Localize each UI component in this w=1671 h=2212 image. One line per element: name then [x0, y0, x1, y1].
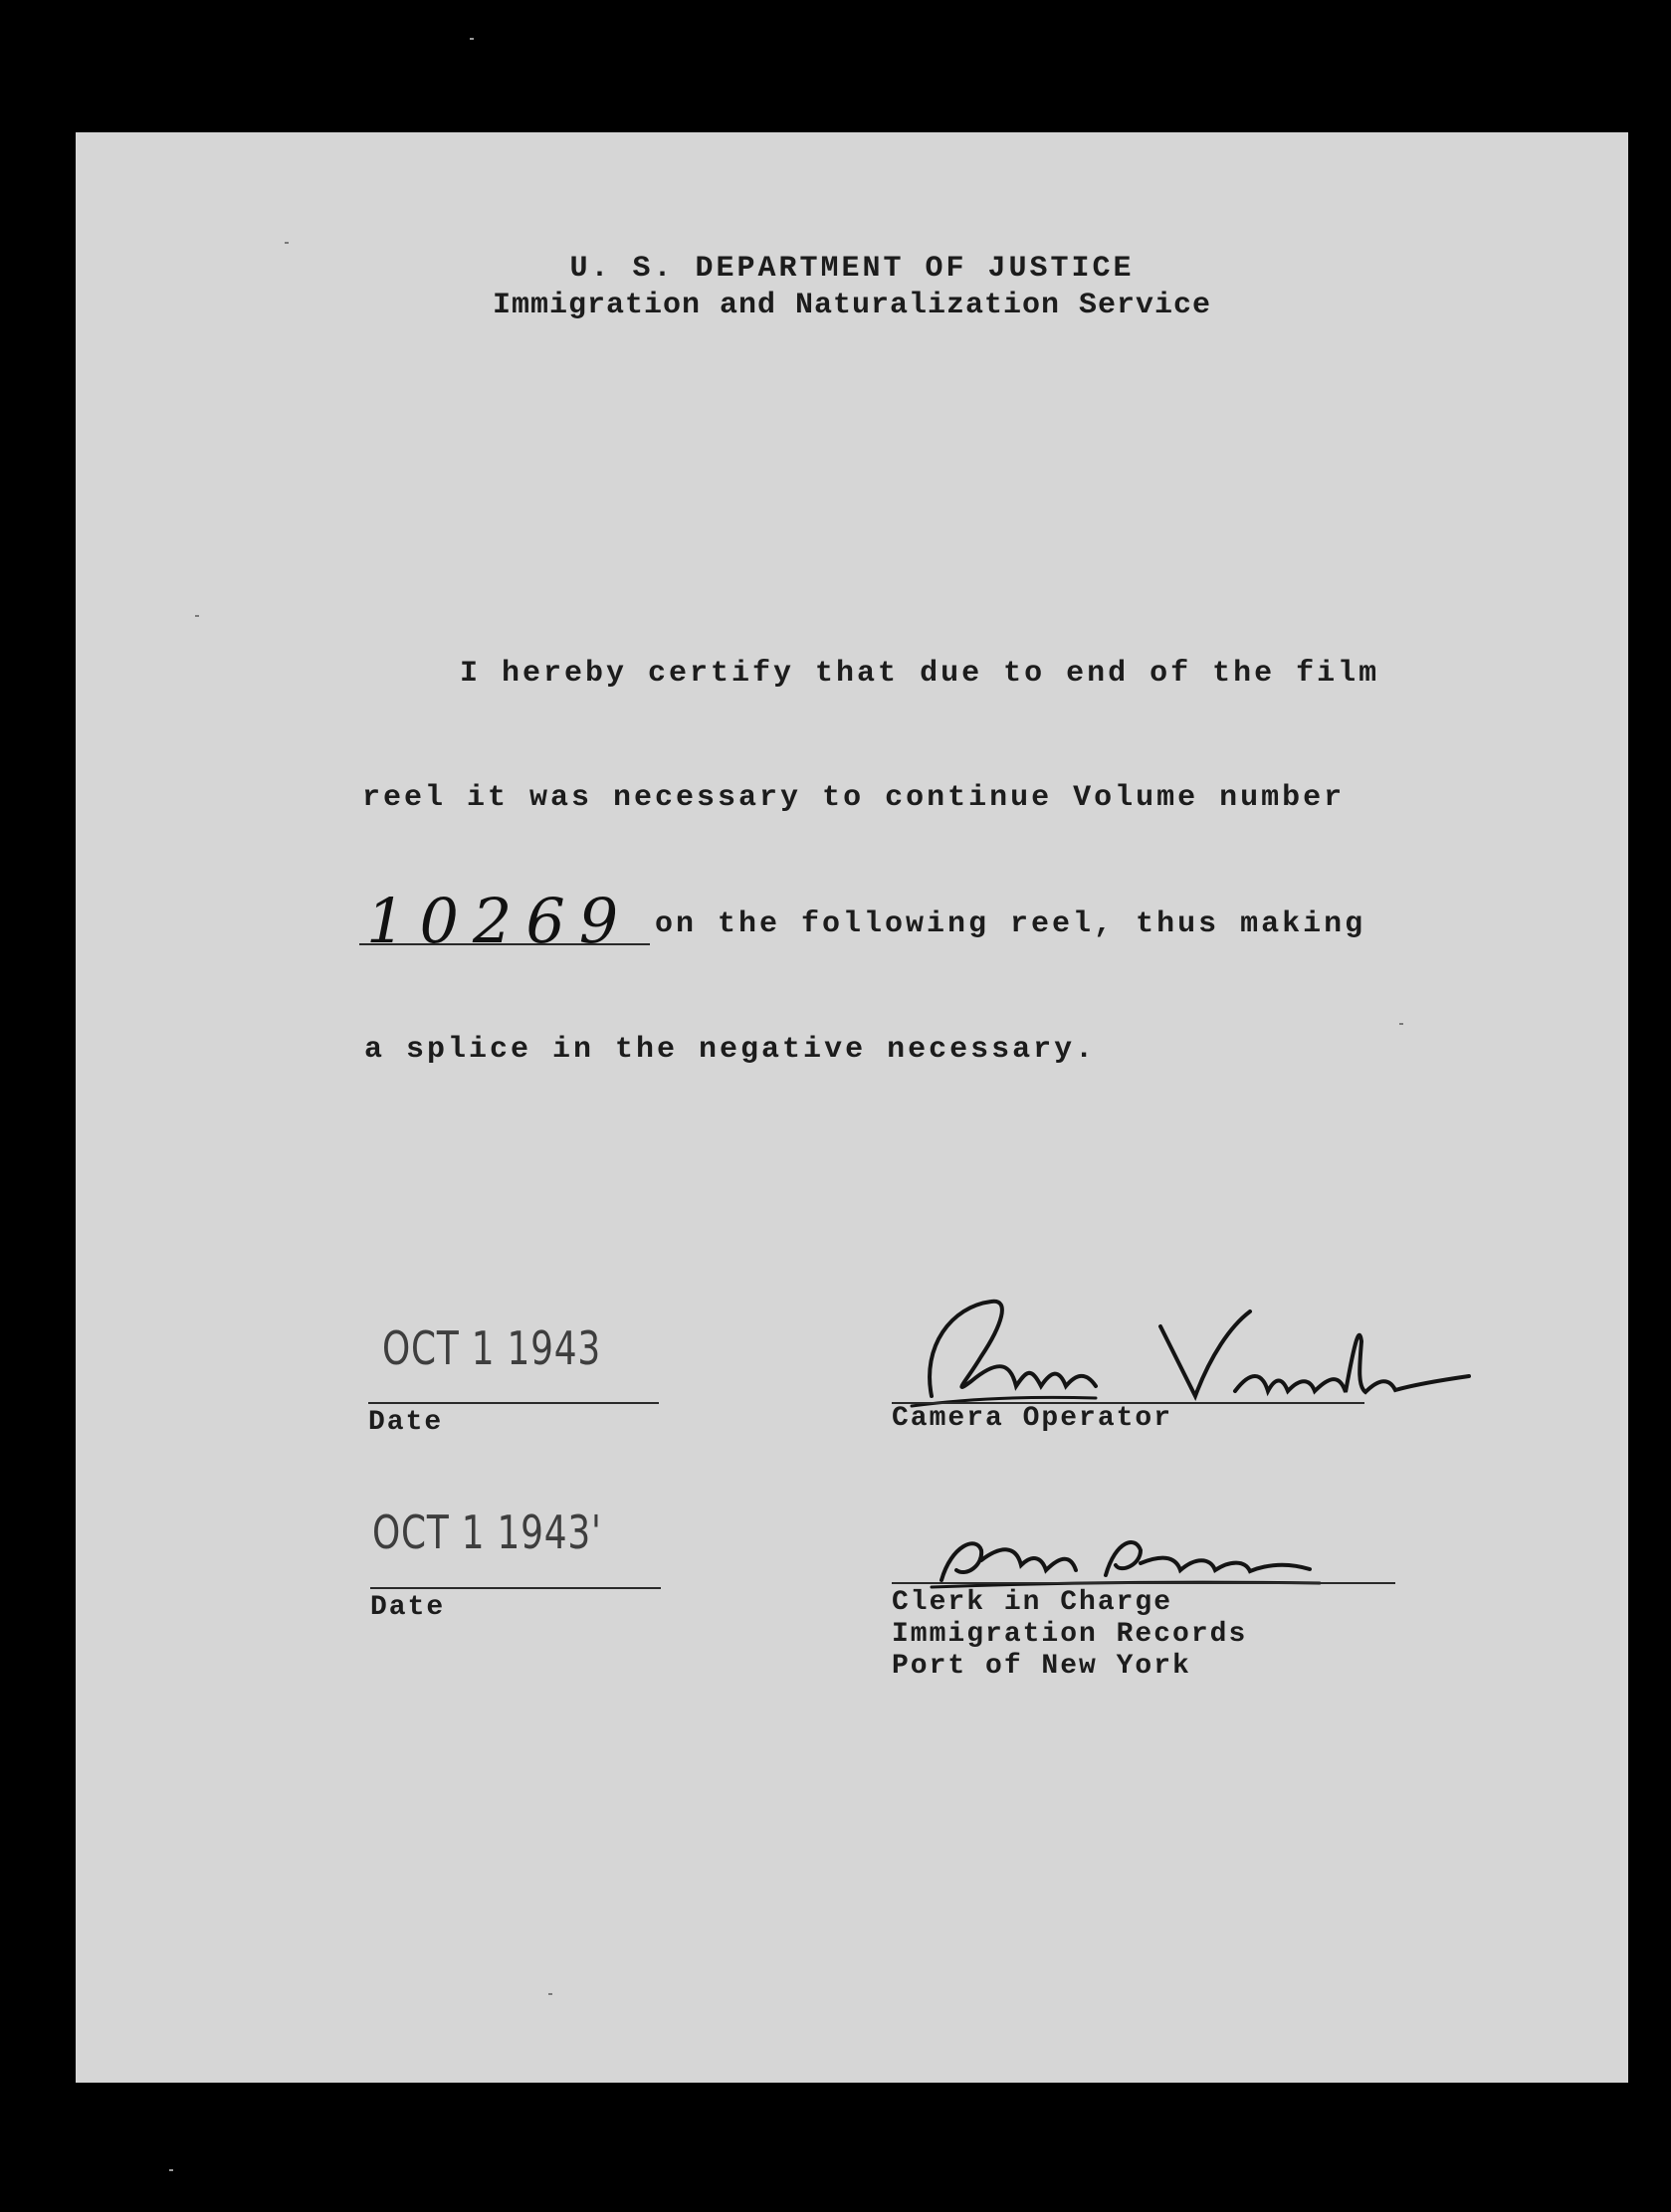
date-stamp-2: OCT 1 1943'	[372, 1506, 602, 1559]
clerk-line	[892, 1582, 1395, 1584]
camera-operator-signature	[892, 1287, 1509, 1416]
certificate-line-2: reel it was necessary to continue Volume number	[362, 781, 1346, 815]
film-speck	[195, 615, 199, 617]
service-heading: Immigration and Naturalization Service	[492, 289, 1212, 322]
border-speck	[470, 38, 474, 40]
document-page	[76, 132, 1628, 2083]
date-line-1	[368, 1402, 659, 1404]
border-speck	[169, 2169, 173, 2171]
certificate-line-1: I hereby certify that due to end of the film	[460, 657, 1380, 691]
film-speck	[1399, 1023, 1403, 1025]
film-speck	[285, 242, 289, 244]
date-stamp-1: OCT 1 1943	[382, 1321, 601, 1375]
film-speck	[548, 1993, 552, 1995]
clerk-title-line-3: Port of New York	[892, 1651, 1191, 1682]
volume-number-underline	[359, 943, 650, 945]
volume-number-handwritten: 10269	[366, 885, 633, 957]
certificate-line-4: a splice in the negative necessary.	[364, 1033, 1097, 1067]
clerk-title-line-2: Immigration Records	[892, 1619, 1248, 1650]
clerk-signature	[922, 1525, 1399, 1595]
date-line-2	[370, 1587, 661, 1589]
date-label-2: Date	[370, 1592, 446, 1623]
clerk-title-line-1: Clerk in Charge	[892, 1587, 1173, 1618]
date-label-1: Date	[368, 1407, 444, 1438]
camera-operator-title: Camera Operator	[892, 1403, 1173, 1434]
department-heading: U. S. DEPARTMENT OF JUSTICE	[569, 252, 1135, 286]
certificate-line-3: on the following reel, thus making	[655, 907, 1366, 941]
